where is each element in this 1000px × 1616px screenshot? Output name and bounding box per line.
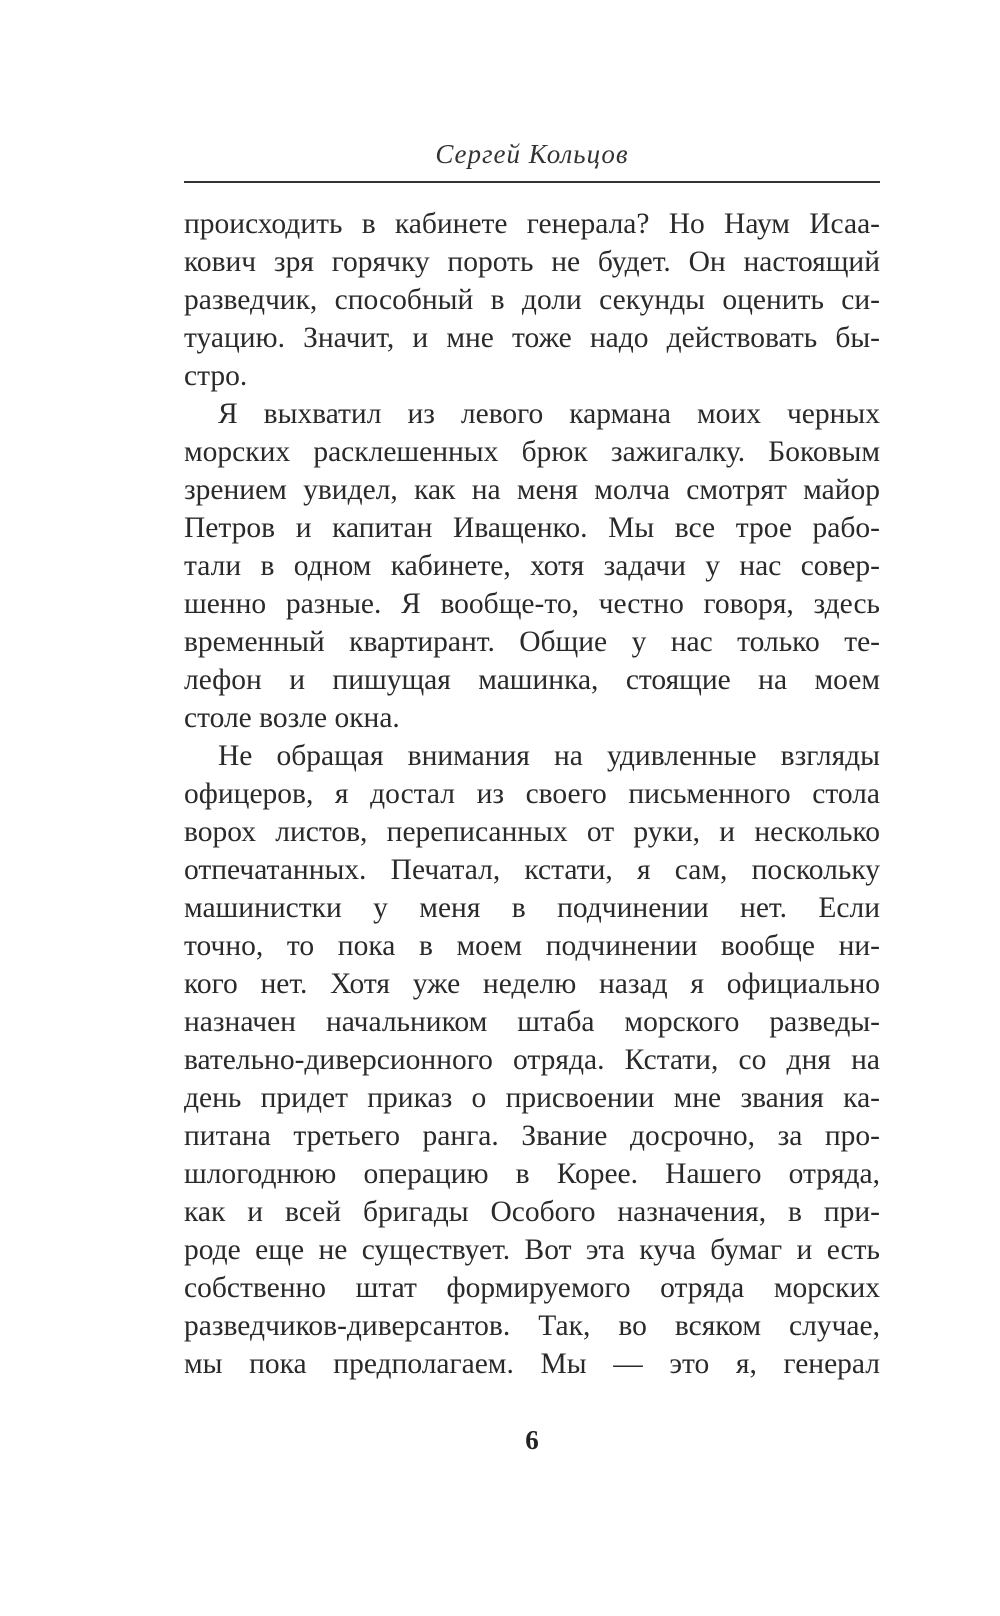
text-line: питана третьего ранга. Звание досрочно, за про- [184,1120,880,1152]
text-line: ворох листов, переписанных от руки, и несколько [184,816,880,848]
text-line: машинистки у меня в подчинении нет. Если [184,892,880,924]
text-line: отпечатанных. Печатал, кстати, я сам, поскольку [184,854,880,886]
page-number: 6 [525,1425,539,1455]
paragraph-first-line: Я выхватил из левого кармана моих черных [218,398,880,430]
text-line: шенно разные. Я вообще-то, честно говоря, здесь [184,588,880,620]
text-line: кого нет. Хотя уже неделю назад я официально [184,968,880,1000]
text-line: кович зря горячку пороть не будет. Он настоящий [184,246,880,278]
header-rule [184,181,880,183]
text-line: назначен начальником штаба морского разведы- [184,1006,880,1038]
text-line: мы пока предполагаем. Мы — это я, генерал [184,1348,880,1380]
text-line: Петров и капитан Иващенко. Мы все трое рабо- [184,512,880,544]
text-line: морских расклешенных брюк зажигалку. Боковым [184,436,880,468]
text-line: разведчиков-диверсантов. Так, во всяком случае, [184,1310,880,1342]
paragraph-first-line: Не обращая внимания на удивленные взгляды [218,740,880,772]
text-line: временный квартирант. Общие у нас только те- [184,626,880,658]
text-line: день придет приказ о присвоении мне звания ка- [184,1082,880,1114]
text-line: столе возле окна. [184,702,400,734]
text-line: зрением увидел, как на меня молча смотрят майор [184,474,880,506]
text-line: вательно-диверсионного отряда. Кстати, со дня на [184,1044,880,1076]
text-line: стро. [184,360,248,392]
text-line: роде еще не существует. Вот эта куча бумаг и есть [184,1234,880,1266]
text-line: разведчик, способный в доли секунды оценить си- [184,284,880,316]
text-line: как и всей бригады Особого назначения, в при- [184,1196,880,1228]
body-text [184,205,880,1383]
text-line: собственно штат формируемого отряда морских [184,1272,880,1304]
text-line: офицеров, я достал из своего письменного стола [184,778,880,810]
text-line: тали в одном кабинете, хотя задачи у нас совер- [184,550,880,582]
text-line: туацию. Значит, и мне тоже надо действовать бы- [184,322,880,354]
text-line: происходить в кабинете генерала? Но Наум Исаа- [184,208,880,240]
running-head-author: Сергей Кольцов [435,139,629,169]
text-line: точно, то пока в моем подчинении вообще ни- [184,930,880,962]
text-line: шлогоднюю операцию в Корее. Нашего отряда, [184,1158,880,1190]
text-line: лефон и пишущая машинка, стоящие на моем [184,664,880,696]
